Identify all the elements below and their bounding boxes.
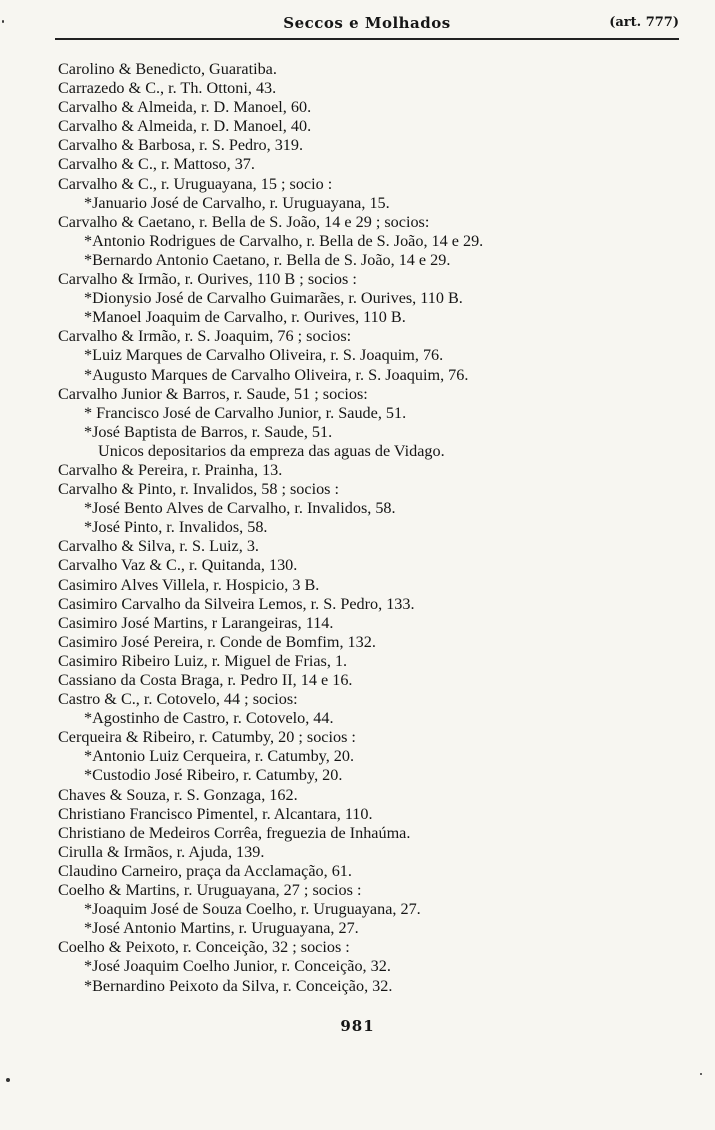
- firm-entry: Carvalho & Pereira, r. Prainha, 13.: [58, 460, 283, 479]
- firm-entry: Castro & C., r. Cotovelo, 44 ; socios:: [58, 690, 298, 709]
- firm-entry: Casimiro José Pereira, r. Conde de Bomfim, 132.: [58, 632, 376, 651]
- partner-entry: *José Joaquim Coelho Junior, r. Conceição, 32.: [84, 957, 391, 976]
- firm-entry: Carvalho & Irmão, r. S. Joaquim, 76 ; socios:: [58, 327, 352, 346]
- firm-entry: Cirulla & Irmãos, r. Ajuda, 139.: [58, 842, 265, 861]
- firm-entry: Carvalho & Almeida, r. D. Manoel, 60.: [58, 98, 312, 117]
- partner-entry: *Luiz Marques de Carvalho Oliveira, r. S. Joaquim, 76.: [84, 346, 444, 365]
- partner-entry: *Manoel Joaquim de Carvalho, r. Ourives, 110 B.: [84, 308, 406, 327]
- firm-entry: Carvalho & Irmão, r. Ourives, 110 B ; socios :: [58, 270, 357, 289]
- firm-entry: Carvalho & C., r. Mattoso, 37.: [58, 155, 255, 174]
- firm-entry: Coelho & Martins, r. Uruguayana, 27 ; socios :: [58, 881, 362, 900]
- partner-entry: *Antonio Rodrigues de Carvalho, r. Bella de S. João, 14 e 29.: [84, 231, 484, 250]
- partner-entry: *Bernardo Antonio Caetano, r. Bella de S. João, 14 e 29.: [84, 250, 451, 269]
- firm-entry: Casimiro Alves Villela, r. Hospicio, 3 B.: [58, 575, 320, 594]
- directory-entries: [58, 60, 698, 996]
- partner-entry: *Antonio Luiz Cerqueira, r. Catumby, 20.: [84, 747, 355, 766]
- partner-entry: *José Baptista de Barros, r. Saude, 51.: [84, 422, 333, 441]
- firm-entry: Carvalho & Silva, r. S. Luiz, 3.: [58, 537, 259, 556]
- firm-entry: Coelho & Peixoto, r. Conceição, 32 ; socios :: [58, 938, 350, 957]
- scan-speck: [700, 1073, 702, 1075]
- firm-entry: Carvalho & Pinto, r. Invalidos, 58 ; socios :: [58, 480, 340, 499]
- partner-entry: *Joaquim José de Souza Coelho, r. Uruguayana, 27.: [84, 900, 421, 919]
- entry-note: Unicos depositarios da empreza das aguas de Vidago.: [98, 441, 445, 460]
- section-title: Seccos e Molhados: [283, 14, 451, 32]
- partner-entry: *Custodio José Ribeiro, r. Catumby, 20.: [84, 766, 343, 785]
- header-rule: [55, 38, 679, 40]
- firm-entry: Carvalho & Almeida, r. D. Manoel, 40.: [58, 117, 312, 136]
- firm-entry: Chaves & Souza, r. S. Gonzaga, 162.: [58, 785, 298, 804]
- partner-entry: *Augusto Marques de Carvalho Oliveira, r. S. Joaquim, 76.: [84, 365, 469, 384]
- partner-entry: *Bernardino Peixoto da Silva, r. Conceição, 32.: [84, 976, 393, 995]
- firm-entry: Casimiro Carvalho da Silveira Lemos, r. S. Pedro, 133.: [58, 594, 415, 613]
- firm-entry: Cerqueira & Ribeiro, r. Catumby, 20 ; socios :: [58, 728, 356, 747]
- firm-entry: Christiano Francisco Pimentel, r. Alcantara, 110.: [58, 804, 373, 823]
- partner-entry: *Januario José de Carvalho, r. Uruguayana, 15.: [84, 193, 390, 212]
- partner-entry: * Francisco José de Carvalho Junior, r. Saude, 51.: [84, 403, 407, 422]
- article-reference: (art. 777): [609, 15, 679, 30]
- firm-entry: Carrazedo & C., r. Th. Ottoni, 43.: [58, 79, 277, 98]
- firm-entry: Christiano de Medeiros Corrêa, freguezia de Inhaúma.: [58, 823, 411, 842]
- firm-entry: Carvalho & Barbosa, r. S. Pedro, 319.: [58, 136, 304, 155]
- firm-entry: Cassiano da Costa Braga, r. Pedro II, 14 e 16.: [58, 671, 353, 689]
- partner-entry: *Agostinho de Castro, r. Cotovelo, 44.: [84, 709, 334, 728]
- firm-entry: Casimiro Ribeiro Luiz, r. Miguel de Frias, 1.: [58, 651, 348, 670]
- partner-entry: *José Bento Alves de Carvalho, r. Invalidos, 58.: [84, 499, 396, 518]
- firm-entry: Carvalho & Caetano, r. Bella de S. João, 14 e 29 ; socios:: [58, 212, 430, 231]
- partner-entry: *José Antonio Martins, r. Uruguayana, 27.: [84, 919, 359, 938]
- partner-entry: *José Pinto, r. Invalidos, 58.: [84, 518, 268, 537]
- page-number: 981: [340, 1017, 375, 1035]
- running-header: [55, 14, 679, 40]
- firm-entry: Carolino & Benedicto, Guaratiba.: [58, 60, 277, 78]
- partner-entry: *Dionysio José de Carvalho Guimarães, r. Ourives, 110 B.: [84, 289, 463, 308]
- firm-entry: Carvalho Junior & Barros, r. Saude, 51 ; socios:: [58, 384, 368, 403]
- firm-entry: Carvalho & C., r. Uruguayana, 15 ; socio :: [58, 174, 333, 193]
- firm-entry: Casimiro José Martins, r Larangeiras, 114.: [58, 613, 334, 632]
- firm-entry: Claudino Carneiro, praça da Acclamação, 61.: [58, 861, 352, 880]
- scan-speck: [2, 20, 4, 23]
- firm-entry: Carvalho Vaz & C., r. Quitanda, 130.: [58, 556, 298, 575]
- scan-speck: [6, 1078, 10, 1082]
